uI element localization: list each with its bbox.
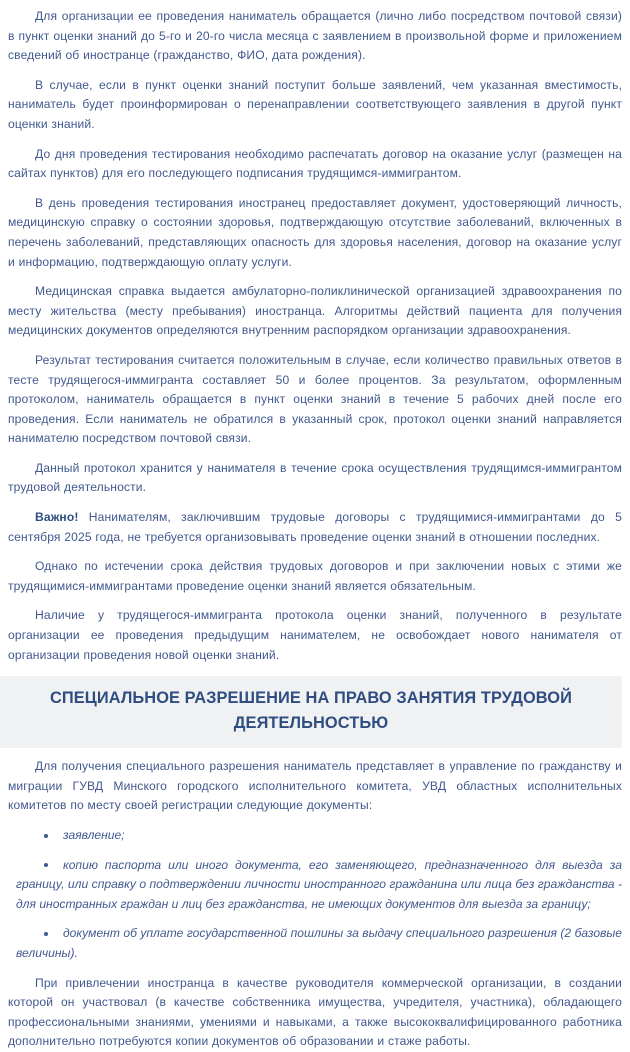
bullet-icon	[44, 834, 48, 838]
section-heading-title: СПЕЦИАЛЬНОЕ РАЗРЕШЕНИЕ НА ПРАВО ЗАНЯТИЯ ТРУДОВОЙ ДЕЯТЕЛЬНОСТЬЮ	[50, 689, 572, 733]
list-item	[8, 826, 622, 846]
paragraph-capacity-redirect: В случае, если в пункт оценки знаний поступит больше заявлений, чем указанная вместимость, наниматель будет проинформирован о перенаправлении соответствующего заявления в другой пункт оценки знаний.	[8, 77, 622, 131]
paragraph-special-permit-intro: Для получения специального разрешения наниматель представляет в управление по гражданству и миграции ГУВД Минского городского исполнительного комитета, УВД областных исполнительных комитетов по месту своей регистрации следующие документы:	[8, 759, 622, 813]
paragraph-protocol-storage: Данный протокол хранится у нанимателя в течение срока осуществления трудящимся-иммигрантом трудовой деятельности.	[8, 460, 622, 495]
bullet-icon	[44, 932, 48, 936]
paragraph-testing-day-documents: В день проведения тестирования иностранец предоставляет документ, удостоверяющий личность, медицинскую справку о состоянии здоровья, подтверждающую отсутствие заболеваний, включенных в перечень заболеваний, представляющих опасность для здоровья населения, договор на оказание услуг и информацию, подтверждающую оплату услуги.	[8, 195, 622, 269]
list-item-label: копию паспорта или иного документа, его заменяющего, предназначенного для выезда за границу, или справку о подтверждении личности иностранного гражданина или лица без гражданства - для иностранных граждан и лиц без гражданства, не имеющих документов для выезда за границу;	[16, 857, 622, 911]
paragraph-medical-certificate: Медицинская справка выдается амбулаторно-поликлинической организацией здравоохранения по месту жительства (месту пребывания) иностранца. Алгоритмы действий пациента для получения медицинских документов определяются внутренним распорядком организации здравоохранения.	[8, 284, 622, 338]
paragraph-test-result: Результат тестирования считается положительным в случае, если количество правильных ответов в тесте трудящегося-иммигранта составляет 50 и более процентов. За результатом, оформленным протоколом, наниматель обращается в пункт оценки знаний в течение 5 рабочих дней после его проведения. Если наниматель не обратился в указанный срок, протокол оценки знаний направляется нанимателю посредством почтовой связи.	[8, 352, 622, 446]
section-heading-banner	[0, 676, 622, 748]
paragraph-important-notice	[8, 508, 622, 547]
paragraph-previous-employer-protocol: Наличие у трудящегося-иммигранта протокола оценки знаний, полученного в результате организации ее проведения предыдущим нанимателем, не освобождает нового нанимателя от организации проведения новой оценки знаний.	[8, 608, 622, 662]
required-documents-list	[8, 826, 622, 964]
paragraph-contract-renewal: Однако по истечении срока действия трудовых договоров и при заключении новых с этими же трудящимися-иммигрантами проведение оценки знаний является обязательным.	[8, 559, 622, 593]
document-page	[0, 7, 630, 1049]
paragraph-organization-request: Для организации ее проведения наниматель обращается (лично либо посредством почтовой связи) в пункт оценки знаний до 5-го и 20-го числа месяца с заявлением в произвольной форме и приложением сведений об иностранце (гражданство, ФИО, дата рождения).	[8, 9, 622, 63]
paragraph-additional-documents: При привлечении иностранца в качестве руководителя коммерческой организации, в создании которой он участвовал (в качестве собственника имущества, учредителя, участника), обладающего профессиональными знаниями, умениями и навыками, а также высококвалифицированного работника дополнительно потребуются копии документов об образовании и стаже работы.	[8, 975, 622, 1049]
list-item	[8, 924, 622, 963]
list-item-label: документ об уплате государственной пошлины за выдачу специального разрешения (2 базовые величины).	[16, 926, 622, 960]
important-text: Нанимателям, заключившим трудовые договоры с трудящимися-иммигрантами до 5 сентября 2025 года, не требуется организовывать проведение оценки знаний в отношении последних.	[8, 510, 622, 544]
document-body-upper	[0, 7, 630, 665]
list-item-label: заявление;	[63, 828, 125, 842]
important-label: Важно!	[35, 510, 79, 525]
document-body-lower	[0, 757, 630, 1052]
list-item	[8, 856, 622, 915]
paragraph-print-contract: До дня проведения тестирования необходимо распечатать договор на оказание услуг (размещен на сайтах пунктов) для его последующего подписания трудящимся-иммигрантом.	[8, 146, 622, 181]
